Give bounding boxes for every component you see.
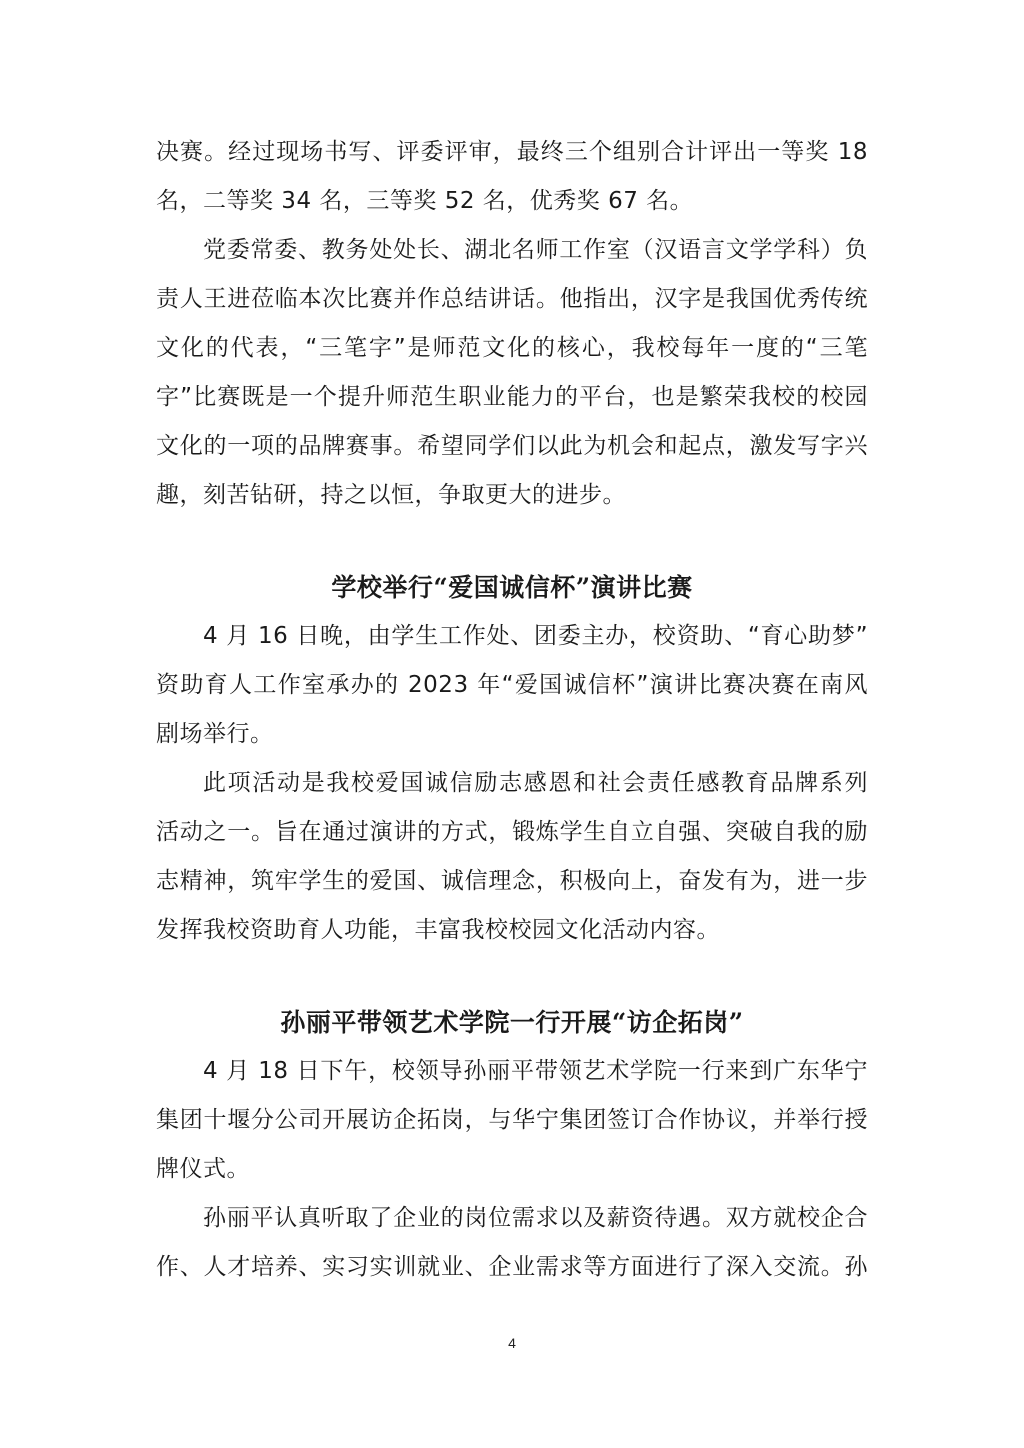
text-line: 剧场举行。 bbox=[156, 721, 274, 747]
document-page bbox=[156, 128, 868, 1292]
text-line: 志精神，筑牢学生的爱国、诚信理念，积极向上，奋发有为，进一步 bbox=[156, 868, 868, 894]
paragraph bbox=[156, 759, 868, 955]
text-line: 作、人才培养、实习实训就业、企业需求等方面进行了深入交流。孙 bbox=[156, 1254, 868, 1280]
article-title: 孙丽平带领艺术学院一行开展“访企拓岗” bbox=[280, 1008, 744, 1037]
paragraph bbox=[156, 1047, 868, 1194]
text-line: 党委常委、教务处处长、湖北名师工作室（汉语言文学学科）负 bbox=[203, 237, 868, 263]
text-line: 孙丽平认真听取了企业的岗位需求以及薪资待遇。双方就校企合 bbox=[203, 1205, 868, 1231]
article-enterprise-visit bbox=[156, 998, 868, 1292]
article-speech-contest bbox=[156, 563, 868, 955]
section-gap bbox=[156, 955, 868, 998]
text-line: 4 月 16 日晚，由学生工作处、团委主办，校资助、“育心助梦” bbox=[203, 623, 868, 649]
text-line: 集团十堰分公司开展访企拓岗，与华宁集团签订合作协议，并举行授 bbox=[156, 1107, 868, 1133]
text-line: 活动之一。旨在通过演讲的方式，锻炼学生自立自强、突破自我的励 bbox=[156, 819, 868, 845]
text-line: 字”比赛既是一个提升师范生职业能力的平台，也是繁荣我校的校园 bbox=[156, 384, 868, 410]
text-line: 此项活动是我校爱国诚信励志感恩和社会责任感教育品牌系列 bbox=[203, 770, 868, 796]
text-line: 文化的一项的品牌赛事。希望同学们以此为机会和起点，激发写字兴 bbox=[156, 433, 868, 459]
paragraph bbox=[156, 612, 868, 759]
section-gap bbox=[156, 520, 868, 563]
paragraph bbox=[156, 1194, 868, 1292]
text-line: 发挥我校资助育人功能，丰富我校校园文化活动内容。 bbox=[156, 917, 720, 943]
article-continuation bbox=[156, 128, 868, 520]
page-number: 4 bbox=[508, 1335, 516, 1351]
text-line: 责人王进莅临本次比赛并作总结讲话。他指出，汉字是我国优秀传统 bbox=[156, 286, 868, 312]
text-line: 决赛。经过现场书写、评委评审，最终三个组别合计评出一等奖 18 bbox=[156, 139, 868, 165]
paragraph bbox=[156, 128, 868, 226]
text-line: 牌仪式。 bbox=[156, 1156, 250, 1182]
paragraph bbox=[156, 226, 868, 520]
text-line: 趣，刻苦钻研，持之以恒，争取更大的进步。 bbox=[156, 482, 626, 508]
text-line: 名，二等奖 34 名，三等奖 52 名，优秀奖 67 名。 bbox=[156, 188, 694, 214]
text-line: 文化的代表，“三笔字”是师范文化的核心，我校每年一度的“三笔 bbox=[156, 335, 868, 361]
article-title: 学校举行“爱国诚信杯”演讲比赛 bbox=[331, 573, 693, 602]
text-line: 4 月 18 日下午，校领导孙丽平带领艺术学院一行来到广东华宁 bbox=[203, 1058, 868, 1084]
text-line: 资助育人工作室承办的 2023 年“爱国诚信杯”演讲比赛决赛在南风 bbox=[156, 672, 868, 698]
